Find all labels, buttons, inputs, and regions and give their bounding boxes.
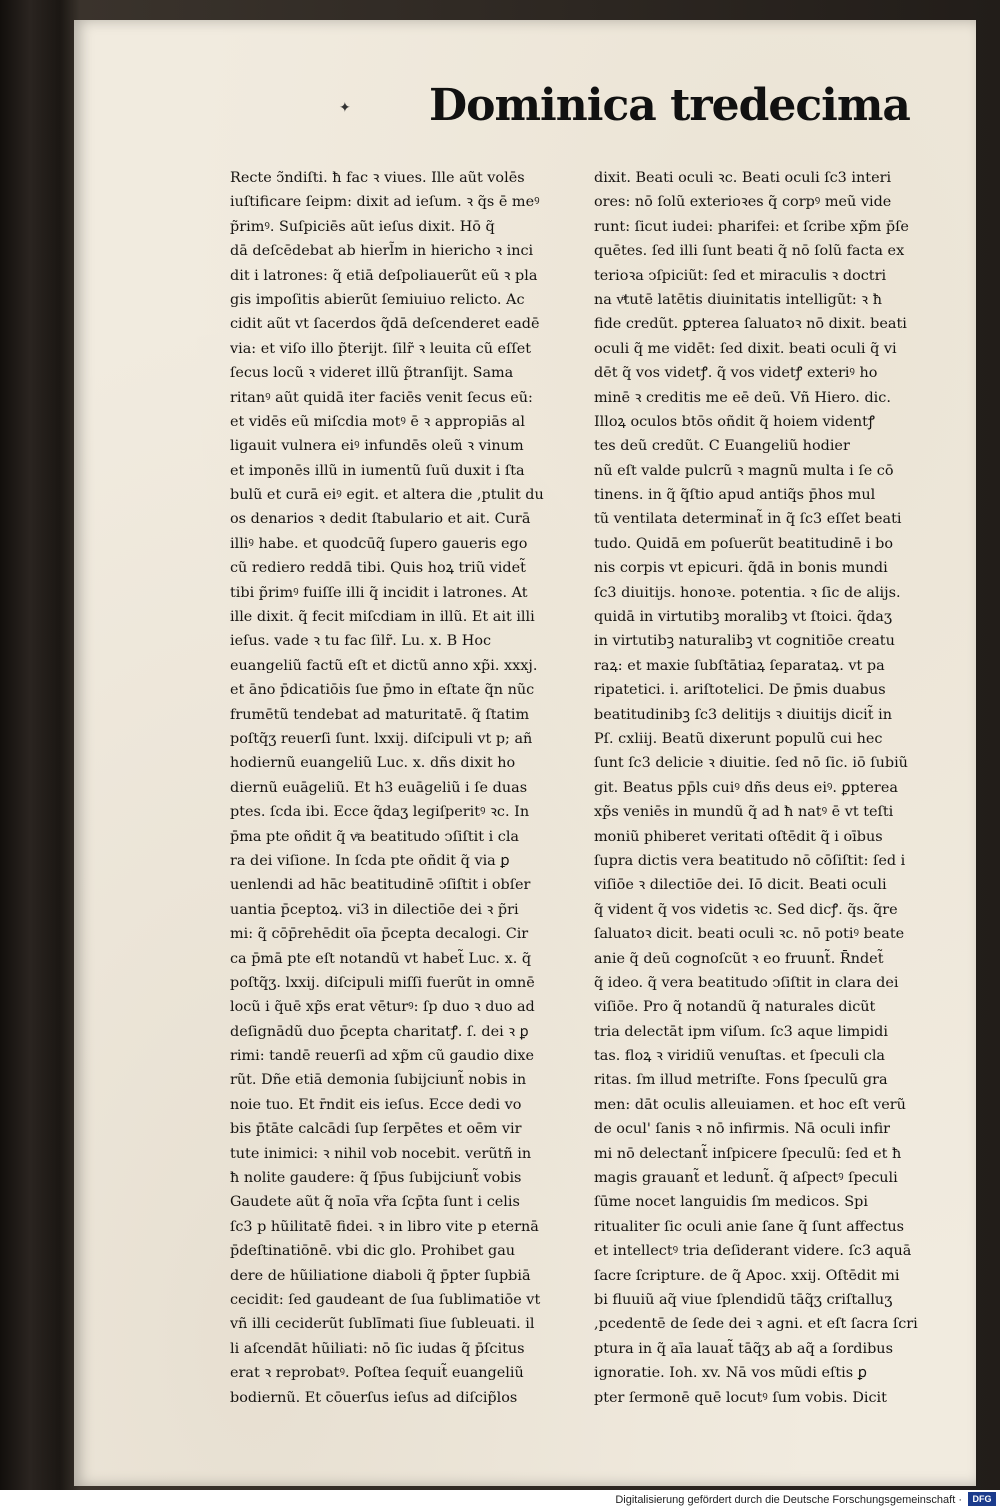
text-line: dā deſcēdebat ab hierl̃m in hiericho ꝛ inci <box>230 243 534 260</box>
document-page <box>74 20 976 1486</box>
text-line: ritanꝰ aũt quidā iter faciēs venit ſecus eũ: <box>230 389 533 406</box>
text-line: bis p̄tāte calcādi ſup ſerpētes et oēm vir <box>230 1121 522 1138</box>
text-line: diernũ euāgeliũ. Et h3 euāgeliũ i ſe duas <box>230 779 528 796</box>
text-line: anie q̃ deũ cognoſcũt ꝛ eo fruunt̃. R̄ndet̃ <box>594 950 884 967</box>
text-line: uantia p̄ceptoꝝ. vi3 in dilectiōe dei ꝛ p̃ri <box>230 901 519 918</box>
text-line: ptes. ſcda ibi. Ecce q̃daʒ legiſperitꝰ ꝛc. In <box>230 804 530 821</box>
text-line: erat ꝛ reprobatꝰ. Poſtea ſequit̃ euangeliũ <box>230 1365 524 1382</box>
text-line: ritas. ſm illud metriſte. Fons ſpeculũ gra <box>594 1072 888 1089</box>
text-line: tibi p̃rimꝰ fuiſſe illi q̃ incidit i latrones. At <box>230 584 528 601</box>
text-line: rimi: tandē reuerſi ad xp̃m cũ gaudio dixe <box>230 1048 535 1065</box>
text-line: raꝝ: et maxie ſubſtātiaꝝ ſeparataꝝ. vt pa <box>594 657 885 674</box>
text-line: runt: ſicut iudei: pharifei: et ſcribe xp̃m p̄ſe <box>594 218 909 235</box>
text-line: ille dixit. q̃ fecit miſcdiam in illũ. Et ait illi <box>230 609 535 626</box>
text-line: ,pcedentē de ſede dei ꝛ agni. et eſt ſacra ſcri <box>594 1316 918 1333</box>
text-line: ſunt ſc3 delicie ꝛ diuitie. ſed nō ſic. iō ſubiũ <box>594 755 908 772</box>
text-line: tria delectāt ipm viſum. ſc3 aque limpidi <box>594 1023 888 1040</box>
text-line: tudo. Quidā em poſuerũt beatitudinē i bo <box>594 535 894 552</box>
text-line: Recte ↄ̃ndiſti. ħ fac ꝛ viues. Ille aũt volēs <box>230 170 525 186</box>
dfg-logo: DFG <box>968 1492 996 1506</box>
text-line: dēt q̃ vos videtꝭ. q̃ vos videtꝭ exteriꝰ ho <box>594 365 878 382</box>
text-line: li aſcendāt hũiliati: nō ſic iudas q̃ p̄ſcitus <box>230 1340 525 1357</box>
text-line: ritualiter ſic oculi anie ſane q̃ ſunt affectus <box>594 1218 905 1235</box>
text-line: ptura in q̃ aīa lauat̃ tāq̃ʒ ab aq̃ a ſordibus <box>594 1340 893 1357</box>
text-line: ſūme nocet languidis ſm medicos. Spi <box>594 1194 868 1211</box>
text-line: illiꝰ habe. et quodcūq̃ ſupero gaueris ego <box>230 535 528 552</box>
text-line: quētes. ſed illi ſunt beati q̃ nō ſolũ facta ex <box>594 243 905 260</box>
text-line: viſiōe. Pro q̃ notandũ q̃ naturales dicũt <box>594 999 876 1016</box>
text-line: q̃ vident q̃ vos videtis ꝛc. Sed dicꝭ. q̃s. q̃re <box>594 901 898 918</box>
text-line: dere de hũiliatione diaboli q̃ p̄pter ſupbiā <box>230 1267 531 1284</box>
text-line: ignoratie. Ioh. xv. Nā vos mũdi eſtis ꝑ <box>594 1365 867 1382</box>
text-line: magis grauant̃ et ledunt̃. q̃ aſpectꝰ ſpeculi <box>594 1170 898 1187</box>
text-line: Illoꝝ oculos btōs oñdit q̃ hoiem videntꝭ <box>594 413 875 430</box>
text-line: ſc3 diuitijs. honoꝛe. potentia. ꝛ ſic de alijs. <box>594 584 901 601</box>
text-line: bulũ et curā eiꝰ egit. et altera die ,ptulit du <box>230 487 544 504</box>
text-line: in virtutibꝫ naturalibꝫ vt cognitiōe creatu <box>594 633 895 650</box>
text-line: mi nō delectant̃ inſpicere ſpeculũ: ſed et ħ <box>594 1145 902 1162</box>
text-line: nis corpis vt epicuri. q̃dā in bonis mundi <box>594 560 888 577</box>
text-line: ſacre ſcripture. de q̃ Apoc. xxij. Oſtēdit mi <box>594 1267 900 1284</box>
text-line: mi: q̃ cōp̄rehēdit oīa p̄cepta decalogi. Cir <box>230 926 529 943</box>
text-line: ores: nō ſolũ exterioꝛes q̃ corpꝰ meũ vide <box>594 194 892 211</box>
text-line: ſaluatoꝛ dicit. beati oculi ꝛc. nō potiꝰ beate <box>594 926 905 943</box>
text-line: hodiernũ euangeliũ Luc. x. dñs dixit ho <box>230 755 516 772</box>
text-line: ra dei viſione. In ſcda pte oñdit q̃ via ꝑ <box>230 852 510 869</box>
text-line: git. Beatus pp̄ls cuiꝰ dñs deus eiꝰ. ꝑpterea <box>594 779 898 796</box>
text-column-left <box>230 166 570 1410</box>
text-line: Gaudete aũt q̃ noīa vr̃a ſcp̄ta ſunt i celis <box>230 1194 520 1211</box>
digitization-credit: Digitalisierung gefördert durch die Deutsche Forschungsgemeinschaft · <box>615 1494 962 1506</box>
text-line: poſtq̃ʒ. lxxij. diſcipuli miſſi fuerũt in omnē <box>230 974 535 991</box>
text-line: uenlendi ad hāc beatitudinē ↄſiſtit i obſer <box>230 877 531 894</box>
text-line: p̄ma pte oñdit q̃ vͣa beatitudo ↄſiſtit i cla <box>230 828 520 845</box>
text-line: tas. floꝝ ꝛ viridiũ venuſtas. et ſpeculi cla <box>594 1048 885 1065</box>
text-line: men: dāt oculis alleuiamen. et hoc eſt verũ <box>594 1096 906 1113</box>
text-line: q̃ ideo. q̃ vera beatitudo ↄſiſtit in clara dei <box>594 974 899 991</box>
text-line: ſc3 p hũilitatē fidei. ꝛ in libro vite p eternā <box>230 1218 539 1235</box>
text-line: p̃rimꝰ. Suſpiciēs aũt ieſus dixit. Hō q̃ <box>230 218 495 235</box>
page-heading: Dominica tredecima <box>429 80 910 131</box>
text-line: noie tuo. Et r̄ndit eis ieſus. Ecce dedi vo <box>230 1096 522 1113</box>
text-line: fide credũt. ꝑpterea ſaluatoꝛ nō dixit. beati <box>594 316 907 333</box>
text-line: et intellectꝰ tria deſiderant videre. ſc3 aquā <box>594 1243 912 1260</box>
text-line: ca p̄mā pte eſt notandũ vt habet̃ Luc. x. q̃ <box>230 950 532 967</box>
text-line: via: et viſo illo p̃terijt. ſilr̃ ꝛ leuita cũ eſſet <box>230 340 532 357</box>
text-line: nũ eſt valde pulcrũ ꝛ magnũ multa i ſe cō <box>594 462 894 479</box>
text-line: cũ rediero reddā tibi. Quis hoꝝ triũ videt̃ <box>230 560 526 577</box>
text-line: euangeliũ factũ eſt et dictũ anno xp̃i. xxxj. <box>230 657 538 674</box>
text-line: ſecus locũ ꝛ videret illũ p̃tranſijt. Sama <box>230 365 514 382</box>
text-line: gis impoſitis abierũt ſemiuiuo relicto. Ac <box>230 291 525 308</box>
text-line: na vͣtutē latētis diuinitatis intelligũt: ꝛ ħ <box>594 291 882 308</box>
text-line: et vidēs eũ miſcdia motꝰ ē ꝛ appropiās al <box>230 413 525 430</box>
text-line: et imponēs illũ in iumentũ ſuũ duxit i ſta <box>230 462 525 479</box>
text-line: de ocul' ſanis ꝛ nō infirmis. Nā oculi infir <box>594 1121 891 1138</box>
ornament-mark: ✦ <box>339 100 351 116</box>
text-line: xp̃s veniēs in mundũ q̃ ad ħ natꝰ ē vt teſti <box>594 804 894 821</box>
text-line: ſupra dictis vera beatitudo nō cōſiſtit: ſed i <box>594 852 906 869</box>
text-line: frumētũ tendebat ad maturitatē. q̃ ſtatim <box>230 706 530 723</box>
text-line: minē ꝛ creditis me eē deũ. Vñ Hiero. dic. <box>594 389 891 406</box>
text-line: p̄deſtinatiōnē. vbi dic glo. Prohibet gau <box>230 1243 516 1260</box>
text-line: viſiōe ꝛ dilectiōe dei. Iō dicit. Beati oculi <box>594 877 887 894</box>
text-line: tute inimici: ꝛ nihil vob nocebit. verũtñ in <box>230 1145 532 1162</box>
text-line: poſtq̃ʒ reuerſi ſunt. lxxij. diſcipuli vt p; añ <box>230 730 533 747</box>
text-line: oculi q̃ me vidēt: ſed dixit. beati oculi q̃ vi <box>594 340 897 357</box>
text-line: cecidit: ſed gaudeant de ſua ſublimatiōe vt <box>230 1291 541 1308</box>
text-line: Pſ. cxliij. Beatũ dixerunt populũ cui hec <box>594 730 883 747</box>
text-line: dixit. Beati oculi ꝛc. Beati oculi ſc3 interi <box>594 170 892 186</box>
text-line: ripatetici. i. ariſtotelici. De p̄mis duabus <box>594 682 886 699</box>
text-line: rũt. Dñe etiā demonia ſubijciunt̃ nobis in <box>230 1072 527 1089</box>
text-line: deſignādũ duo p̄cepta charitatꝭ. ſ. dei ꝛ ꝑ <box>230 1023 529 1040</box>
text-line: vñ illi ceciderũt ſublīmati ſiue ſubleuati. il <box>230 1316 535 1333</box>
text-line: pter ſermonē quē locutꝰ ſum vobis. Dicit <box>594 1389 887 1406</box>
text-line: beatitudinibꝫ ſc3 delitijs ꝛ diuitijs dicit̃ in <box>594 706 893 723</box>
text-line: moniũ phiberet veritati oſtēdit q̃ i oībus <box>594 828 883 845</box>
text-line: dit i latrones: q̃ etiā deſpoliauerũt eũ ꝛ pla <box>230 267 538 284</box>
text-line: locũ i q̃uē xp̃s erat vēturꝰ: ſp duo ꝛ duo ad <box>230 999 535 1016</box>
text-line: tinens. in q̃ q̃ſtio apud antiq̃s p̄hos mul <box>594 487 876 504</box>
text-line: iuſtificare ſeipm: dixit ad ieſum. ꝛ q̃s ē meꝰ <box>230 194 540 211</box>
text-line: et āno p̄dicatiōis ſue p̄mo in eſtate q̃n nũc <box>230 682 535 699</box>
text-line: ħ nolite gaudere: q̃ ſp̄us ſubijciunt̃ vobis <box>230 1170 522 1187</box>
text-line: cidit aũt vt ſacerdos q̃dā deſcenderet eadē <box>230 316 540 333</box>
text-line: tes deũ credũt. C Euangeliũ hodier <box>594 438 850 455</box>
text-line: os denarios ꝛ dedit ſtabulario et ait. Curā <box>230 511 531 528</box>
text-line: ieſus. vade ꝛ tu fac ſilr̃. Lu. x. B Hoc <box>230 633 492 650</box>
text-line: bi fluuiũ aq̃ viue ſplendidũ tāq̃ʒ criſtalluʒ <box>594 1291 893 1308</box>
text-line: ligauit vulnera eiꝰ infundēs oleũ ꝛ vinum <box>230 438 524 455</box>
text-line: terioꝛa ↄſpiciũt: ſed et miraculis ꝛ doctri <box>594 267 887 284</box>
text-line: tũ ventilata determinat̃ in q̃ ſc3 eſſet beati <box>594 511 902 528</box>
text-line: bodiernũ. Et cōuerſus ieſus ad diſcip̃los <box>230 1389 518 1406</box>
text-line: quidā in virtutibꝫ moralibꝫ vt ſtoici. q̃daʒ <box>594 609 892 626</box>
text-column-right <box>594 166 934 1410</box>
